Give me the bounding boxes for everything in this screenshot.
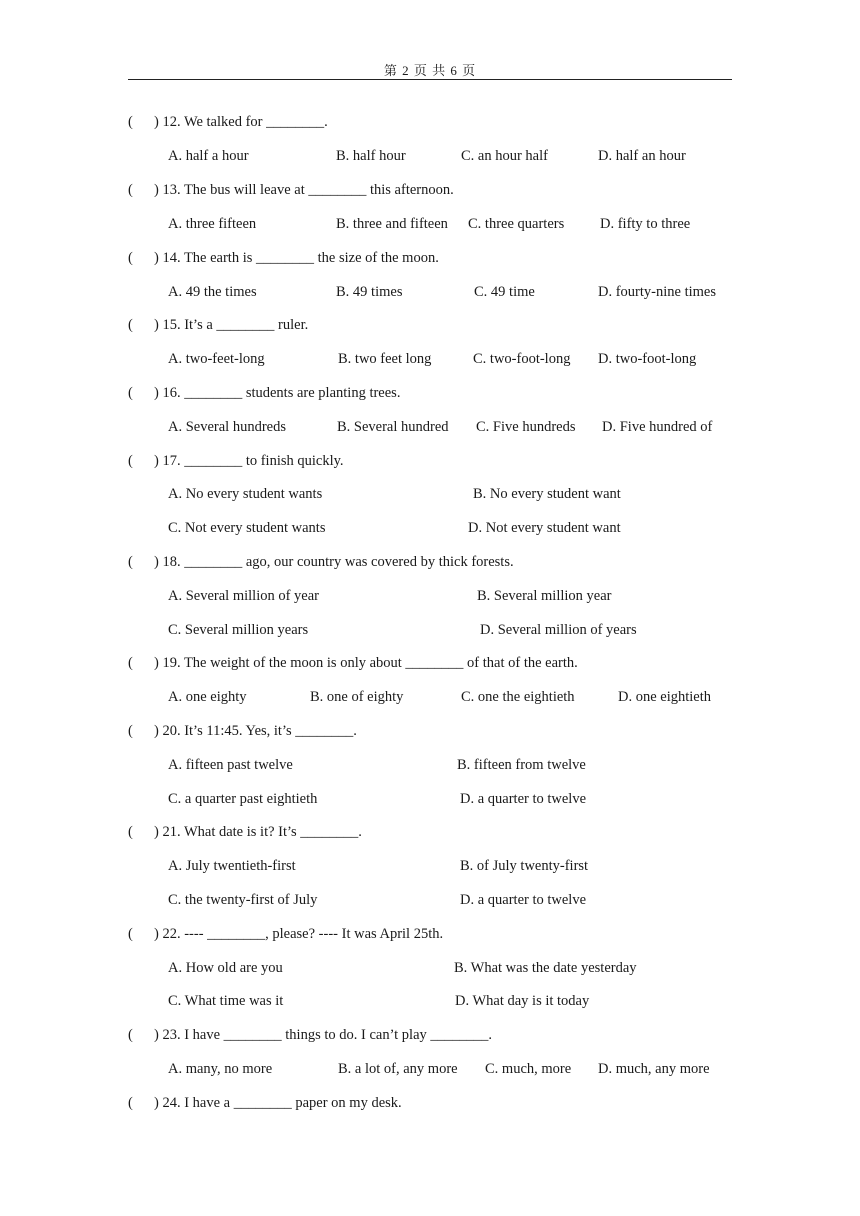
header-rule: [128, 79, 732, 80]
answer-paren: (: [128, 926, 133, 942]
answer-paren: (: [128, 182, 133, 198]
answer-paren: (: [128, 317, 133, 333]
option-b: B. a lot of, any more: [338, 1061, 458, 1077]
option-d: D. one eightieth: [618, 689, 712, 705]
option-c: C. 49 time: [474, 284, 535, 300]
question-stem: ) 17. ________ to finish quickly.: [154, 453, 344, 469]
question-stem: ) 13. The bus will leave at ________ this afternoon.: [154, 182, 454, 198]
answer-paren: (: [128, 824, 133, 840]
page-header: 第 2 页 共 6 页: [383, 63, 477, 78]
option-c: C. one the eightieth: [461, 689, 575, 705]
answer-paren: (: [128, 723, 133, 739]
answer-paren: (: [128, 385, 133, 401]
question-stem: ) 12. We talked for ________.: [154, 114, 328, 130]
option-d: D. fifty to three: [600, 216, 691, 232]
option-b: B. fifteen from twelve: [457, 757, 586, 773]
option-b: B. of July twenty-first: [460, 858, 589, 874]
answer-paren: (: [128, 250, 133, 266]
option-d: D. a quarter to twelve: [460, 892, 587, 908]
option-c: C. the twenty-first of July: [168, 892, 318, 908]
option-c: C. Five hundreds: [476, 419, 576, 435]
option-b: B. Several hundred: [337, 419, 449, 435]
option-a: A. many, no more: [168, 1061, 273, 1077]
option-c: C. What time was it: [168, 993, 284, 1009]
question-stem: ) 22. ---- ________, please? ---- It was April 25th.: [154, 926, 444, 942]
option-a: A. July twentieth-first: [168, 858, 296, 874]
answer-paren: (: [128, 1095, 133, 1111]
answer-paren: (: [128, 554, 133, 570]
question-14: [128, 249, 439, 267]
option-d: D. half an hour: [598, 148, 686, 164]
option-a: A. one eighty: [168, 689, 247, 705]
option-a: A. No every student wants: [168, 486, 323, 502]
option-c: C. three quarters: [468, 216, 565, 232]
question-12: [128, 113, 328, 131]
option-b: B. 49 times: [336, 284, 403, 300]
question-stem: ) 18. ________ ago, our country was covered by thick forests.: [154, 554, 514, 570]
option-a: A. three fifteen: [168, 216, 257, 232]
option-a: A. Several million of year: [168, 588, 319, 604]
option-c: C. a quarter past eightieth: [168, 791, 318, 807]
option-c: C. two-foot-long: [473, 351, 571, 367]
question-24: [128, 1094, 402, 1112]
option-a: A. 49 the times: [168, 284, 257, 300]
question-stem: ) 24. I have a ________ paper on my desk.: [154, 1095, 402, 1111]
option-d: D. two-foot-long: [598, 351, 697, 367]
option-b: B. Several million year: [477, 588, 612, 604]
answer-paren: (: [128, 1027, 133, 1043]
option-b: B. one of eighty: [310, 689, 404, 705]
question-13: [128, 181, 454, 199]
question-16: [128, 384, 400, 402]
question-stem: ) 14. The earth is ________ the size of the moon.: [154, 250, 439, 266]
question-stem: ) 15. It’s a ________ ruler.: [154, 317, 309, 333]
question-stem: ) 21. What date is it? It’s ________.: [154, 824, 362, 840]
option-a: A. two-feet-long: [168, 351, 265, 367]
option-c: C. Not every student wants: [168, 520, 326, 536]
option-d: D. much, any more: [598, 1061, 710, 1077]
option-a: A. Several hundreds: [168, 419, 286, 435]
option-d: D. a quarter to twelve: [460, 791, 587, 807]
option-d: D. Five hundred of: [602, 419, 713, 435]
question-22: [128, 925, 443, 943]
option-b: B. What was the date yesterday: [454, 960, 637, 976]
question-stem: ) 19. The weight of the moon is only about ________ of that of the earth.: [154, 655, 578, 671]
question-stem: ) 16. ________ students are planting trees.: [154, 385, 401, 401]
question-15: [128, 316, 308, 334]
option-b: B. two feet long: [338, 351, 432, 367]
question-17: [128, 452, 344, 470]
option-c: C. an hour half: [461, 148, 548, 164]
option-b: B. three and fifteen: [336, 216, 448, 232]
option-d: D. Not every student want: [468, 520, 621, 536]
question-23: [128, 1026, 492, 1044]
option-b: B. No every student want: [473, 486, 621, 502]
option-a: A. How old are you: [168, 960, 283, 976]
answer-paren: (: [128, 655, 133, 671]
option-d: D. What day is it today: [455, 993, 590, 1009]
option-b: B. half hour: [336, 148, 406, 164]
option-c: C. Several million years: [168, 622, 309, 638]
question-21: [128, 823, 362, 841]
question-stem: ) 20. It’s 11:45. Yes, it’s ________.: [154, 723, 357, 739]
question-18: [128, 553, 514, 571]
question-stem: ) 23. I have ________ things to do. I can’t play ________.: [154, 1027, 493, 1043]
option-a: A. fifteen past twelve: [168, 757, 293, 773]
option-c: C. much, more: [485, 1061, 572, 1077]
option-d: D. Several million of years: [480, 622, 637, 638]
answer-paren: (: [128, 114, 133, 130]
question-20: [128, 722, 357, 740]
question-19: [128, 654, 578, 672]
answer-paren: (: [128, 453, 133, 469]
option-a: A. half a hour: [168, 148, 249, 164]
option-d: D. fourty-nine times: [598, 284, 716, 300]
